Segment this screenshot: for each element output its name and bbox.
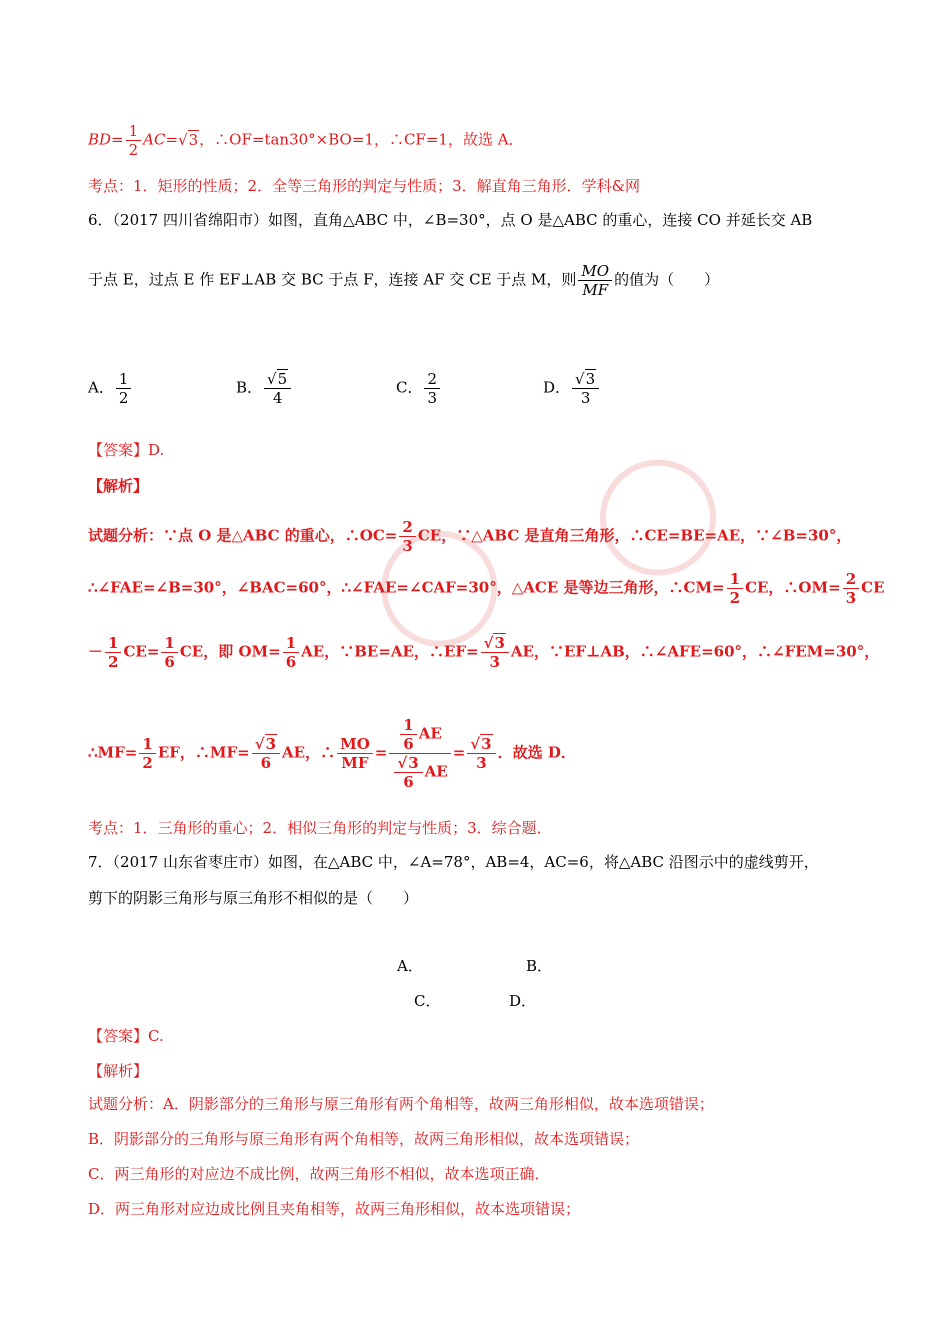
q7-analysis-line3: C．两三角形的对应边不成比例，故两三角形不相似，故本选项正确．: [88, 1165, 550, 1183]
option-label: D．: [543, 378, 571, 397]
compound-fraction: [389, 716, 450, 791]
radicand: 3: [481, 735, 492, 753]
text: AE，∵BE=AE，∴EF=: [301, 642, 479, 661]
fraction: [252, 735, 280, 772]
fraction: [424, 370, 440, 407]
text: AE: [424, 762, 448, 781]
q6-answer: 【答案】D.: [88, 441, 165, 459]
denominator: 3: [424, 388, 440, 407]
numerator: 1: [142, 735, 153, 753]
text: EF，∴MF=: [157, 743, 250, 762]
denominator: 6: [161, 652, 177, 671]
fraction: [394, 754, 422, 791]
numerator: 1: [729, 570, 741, 588]
denominator: 2: [727, 588, 743, 607]
denominator: 3: [572, 388, 599, 407]
denominator: 6: [394, 772, 422, 791]
radicand: 3: [265, 735, 277, 753]
text: AC=: [143, 130, 179, 149]
text: AE: [418, 724, 442, 743]
radicand: 5: [277, 370, 288, 388]
q7-stem-line2: 剪下的阴影三角形与原三角形不相似的是（ ）: [88, 889, 419, 907]
denominator: 6: [252, 753, 280, 772]
numerator: 1: [285, 634, 297, 652]
numerator: 2: [845, 570, 857, 588]
fraction: [727, 570, 743, 607]
q6-analysis-line1: [88, 518, 890, 555]
text: BD=: [88, 130, 124, 149]
numerator: 1: [403, 716, 414, 734]
fraction: [467, 735, 495, 772]
q7-jiexi-title: 【解析】: [88, 1062, 149, 1080]
q7-analysis-line4: D．两三角形对应边成比例且夹角相等，故两三角形相似，故本选项错误；: [88, 1200, 581, 1218]
denominator: [389, 753, 450, 791]
numerator: √3: [397, 754, 419, 772]
fraction: [283, 634, 299, 671]
fraction: [578, 262, 612, 299]
q7-analysis-line1: 试题分析：A．阴影部分的三角形与原三角形有两个角相等，故两三角形相似，故本选项错误；: [88, 1095, 714, 1113]
denominator: 3: [467, 753, 495, 772]
text: CE=: [123, 642, 160, 661]
text: CE: [861, 578, 885, 597]
q6-option-c: [396, 370, 442, 407]
numerator: [389, 716, 450, 753]
denominator: 2: [126, 140, 142, 159]
denominator: MF: [337, 753, 373, 772]
radicand: 3: [408, 754, 419, 772]
q6-stem-line1: 6．（2017 四川省绵阳市）如图，直角△ABC 中，∠B=30°，点 O 是△ABC 的重心，连接 CO 并延长交 AB: [88, 211, 813, 229]
q7-option-d: D．: [509, 992, 537, 1010]
denominator: MF: [578, 280, 612, 299]
q7-option-b: B．: [526, 957, 553, 975]
numerator: 1: [128, 122, 139, 140]
kaodian-5: 考点：1．矩形的性质；2．全等三角形的判定与性质；3．解直角三角形．学科&网: [88, 177, 640, 195]
q6-analysis-line2: [88, 570, 890, 607]
numerator: 1: [108, 634, 119, 652]
fraction: [400, 716, 416, 753]
numerator: √5: [267, 370, 288, 388]
radicand: 3: [188, 130, 199, 149]
option-label: C．: [396, 378, 423, 397]
denominator: 3: [843, 588, 859, 607]
text: 的值为（ ）: [614, 270, 720, 289]
denominator: 6: [283, 652, 299, 671]
numerator: 1: [164, 634, 175, 652]
denominator: 2: [105, 652, 121, 671]
numerator: MO: [340, 735, 370, 753]
fraction: [572, 370, 599, 407]
numerator: 1: [118, 370, 129, 388]
q7-option-a: A．: [397, 957, 423, 975]
q7-answer: 【答案】C.: [88, 1027, 164, 1045]
text: AE，∴: [282, 743, 336, 762]
text: CE，即 OM=: [179, 642, 281, 661]
option-label: B．: [236, 378, 263, 397]
fraction: [843, 570, 859, 607]
option-label: A．: [88, 378, 114, 397]
text: 试题分析：∵点 O 是△ABC 的重心，∴OC=: [88, 526, 398, 545]
fraction: [105, 634, 121, 671]
q6-jiexi-title: 【解析】: [88, 477, 149, 495]
denominator: 6: [400, 734, 416, 753]
q7-analysis-line2: B．阴影部分的三角形与原三角形有两个角相等，故两三角形相似，故本选项错误；: [88, 1130, 640, 1148]
text: ．故选 D．: [497, 743, 576, 762]
numerator: √3: [254, 735, 277, 753]
text: =: [452, 743, 466, 762]
q6-kaodian: 考点：1．三角形的重心；2．相似三角形的判定与性质；3．综合题．: [88, 819, 552, 837]
q6-analysis-line3: [88, 634, 890, 671]
q6-stem-line2: [88, 262, 890, 299]
numerator: 2: [427, 370, 438, 388]
denominator: 2: [139, 753, 155, 772]
q7-stem-line1: 7．（2017 山东省枣庄市）如图，在△ABC 中，∠A=78°，AB=4，AC=6，将△ABC 沿图示中的虚线剪开，: [88, 853, 819, 871]
denominator: 2: [116, 388, 132, 407]
fraction: [126, 122, 142, 159]
denominator: 3: [481, 652, 509, 671]
q6-option-b: [236, 370, 293, 407]
text: AE，∵EF⊥AB，∴∠AFE=60°，∴∠FEM=30°，: [510, 642, 880, 661]
fraction: [116, 370, 132, 407]
numerator: √3: [575, 370, 596, 388]
q6-option-d: [543, 370, 601, 407]
text: ，∴OF=tan30°×BO=1，∴CF=1，故选 A．: [199, 130, 524, 149]
text: ∴∠FAE=∠B=30°，∠BAC=60°，∴∠FAE=∠CAF=30°，△ACE 是等边三角形，∴CM=: [88, 578, 725, 597]
radicand: 3: [494, 634, 505, 652]
text: 于点 E，过点 E 作 EF⊥AB 交 BC 于点 F，连接 AF 交 CE 于点 M，则: [88, 270, 577, 289]
text: ∴MF=: [88, 743, 138, 762]
radicand: 3: [585, 370, 596, 388]
fraction: [264, 370, 291, 407]
text: CE，∵△ABC 是直角三角形，∴CE=BE=AE，∵∠B=30°，: [417, 526, 852, 545]
denominator: 3: [399, 536, 415, 555]
text: CE，∴OM=: [745, 578, 841, 597]
fraction: [161, 634, 177, 671]
numerator: MO: [581, 262, 610, 280]
q7-option-c: C．: [414, 992, 441, 1010]
prev-answer-line: [88, 122, 890, 159]
fraction: [139, 735, 155, 772]
text: =: [374, 743, 388, 762]
sqrt: √3: [178, 130, 199, 149]
numerator: √3: [470, 735, 492, 753]
numerator: 2: [402, 518, 413, 536]
text: －: [88, 642, 104, 661]
fraction: [399, 518, 415, 555]
q6-option-a: [88, 370, 133, 407]
q6-analysis-line4: [88, 716, 890, 791]
numerator: √3: [483, 634, 505, 652]
fraction: [481, 634, 509, 671]
fraction: [337, 735, 373, 772]
denominator: 4: [264, 388, 291, 407]
